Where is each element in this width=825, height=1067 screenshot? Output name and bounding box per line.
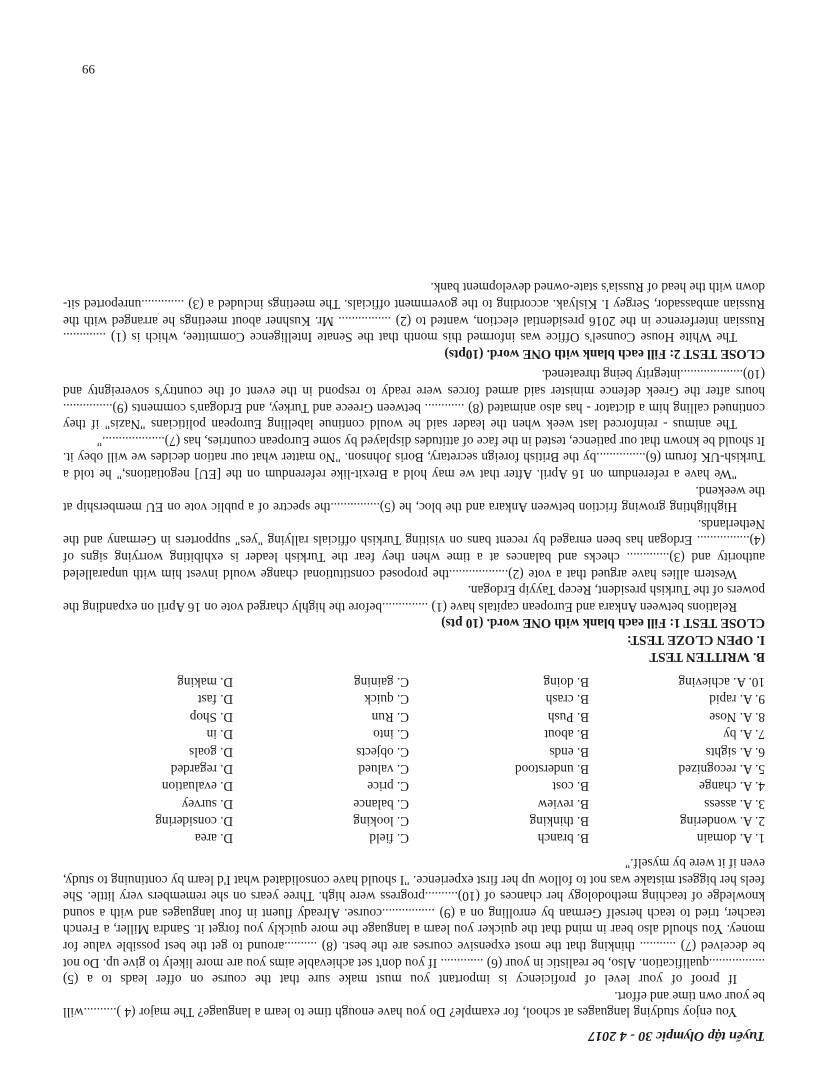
section-heading-written-test: B. WRITTEN TEST <box>649 649 765 665</box>
option-c: C. field <box>369 831 409 847</box>
option-c: C. objects <box>356 744 409 760</box>
passage-paragraph: You enjoy studying languages at school, for example? Do you have enough time to learn a language? The major (4 )..........will be your own time and effort. <box>63 988 765 1021</box>
option-d: D. regarded <box>170 761 233 777</box>
option-a: 3. A. assess <box>704 796 765 812</box>
close1-paragraph: Western allies have argued that a vote (2)..................the proposed constitutional change would invest him with unparalleled authority and (3)............. checks and balances at a time when they fear the Turkish leader is exhibiting worrying signs of (4)................ Erdogan has been enraged by recent bans on visiting Turkish officials rallying "yes" supporters in Germany and the Netherlands. <box>63 516 765 582</box>
option-row <box>63 829 765 846</box>
passage-paragraph: If proof of your level of proficiency is important you must make sure that the course on offer leads to a (5) .................qualification. Also, be realistic in your (6) ............. If you don't set achievable aims you are more likely to give up. Do not be deceived (7) ........... thinking that the most expensive courses are the best. (8) ..........around to get the best possible value for money. You should also bear in mind that the quicker you learn a language the more quickly you forget it. Sandra Miller, a French teacher, tried to teach herself German by enrolling on a (9) ................course. Already fluent in four languages and with a sound knowledge of teaching methodology her chances of (10)..........progress were high. Three years on she remembers very little. She feels her biggest mistake was not to follow up her first experience. "I should have consolidated what I'd learn by continuing to study, even if it were by myself." <box>63 856 765 988</box>
option-d: D. Shop <box>189 709 233 725</box>
option-b: B. branch <box>537 831 589 847</box>
document-title: Tuyển tập Olympic 30 - 4 2017 <box>588 1028 765 1043</box>
close1-paragraph: "We have a referendum on 16 April. After that we may hold a Brexit-like referendum on the [EU] negotiations," he told a Turkish-UK forum (6)...............by the British foreign secretary, Boris Johnson. "No matter what our nation decides we will obey it. It should be known that our patience, tested in the face of attitudes displayed by some European countries, has (7)..................." <box>63 433 765 483</box>
option-b: B. doing <box>543 674 589 690</box>
section-heading-open-cloze: I. OPEN CLOZE TEST: <box>626 632 765 648</box>
option-b: B. about <box>544 727 589 743</box>
close2-paragraph: The White House Counsel's Office was informed this month that the Senate Intelligence Committee, which is (1) ............. Russian interference in the 2016 presidential election, wanted to (2) ................ Mr. Kushner about meetings he arranged with the Russian ambassador, Sergey I. Kislyak. according to the government officials. The meetings included a (3) .............unreported sit-down with the head of Russia's state-owned development bank. <box>63 280 765 346</box>
option-row <box>63 777 765 794</box>
option-d: D. fast <box>197 692 233 708</box>
close1-paragraph: Relations between Ankara and European capitals have (1) ..............before the highly charged vote on 16 April on expanding the powers of the Turkish president, Recep Tayyip Erdogan. <box>63 583 765 615</box>
option-a: 2. A. wondering <box>680 814 765 830</box>
option-d: D. making <box>177 674 233 690</box>
close-test-1-heading: CLOSE TEST 1: Fill each blank with ONE word. (10 pts) <box>441 616 765 632</box>
answer-options-table <box>63 673 765 847</box>
option-row <box>63 673 765 690</box>
option-b: B. crash <box>545 692 589 708</box>
option-d: D. survey <box>181 796 233 812</box>
option-b: B. understood <box>515 761 589 777</box>
option-a: 9. A. rapid <box>709 692 765 708</box>
close-test-2-heading: CLOSE TEST 2: Fill each blank with ONE word. (10pts) <box>444 346 765 362</box>
option-b: B. cost <box>552 779 589 795</box>
option-row <box>63 742 765 759</box>
option-c: C. valued <box>358 761 409 777</box>
close1-paragraph: The animus - reinforced last week when the leader said he would continue labelling European politicians "Nazis" if they continued calling him a dictator - has also animated (8) ............ between Greece and Turkey, and Erdogan's comments (9)............... hours after the Greek defence minister said armed forces were ready to respond in the event of the country's sovereignty and (10)...................integrity being threatened. <box>63 367 765 433</box>
option-c: C. into <box>373 727 409 743</box>
option-a: 8. A. Nose <box>709 709 765 725</box>
page-number: 99 <box>82 62 95 77</box>
option-b: B. review <box>537 796 589 812</box>
option-row <box>63 794 765 811</box>
option-d: D. goals <box>189 744 233 760</box>
option-c: C. quick <box>364 692 409 708</box>
option-d: D. area <box>194 831 233 847</box>
close1-paragraph: Highlighting growing friction between Ankara and the bloc, he (5)...............the spectre of a public vote on EU membership at the weekend. <box>63 483 765 516</box>
option-d: D. considering <box>155 814 233 830</box>
page-content <box>63 279 765 1043</box>
option-a: 10. A. achieving <box>678 674 765 690</box>
option-a: 6. A. sights <box>705 744 765 760</box>
option-row <box>63 707 765 724</box>
option-a: 1. A. domain <box>696 831 765 847</box>
option-c: C. balance <box>353 796 409 812</box>
option-d: D. evaluation <box>161 779 233 795</box>
option-b: B. Push <box>547 709 589 725</box>
option-c: C. price <box>367 779 409 795</box>
option-b: B. thinking <box>529 814 589 830</box>
option-a: 5. A. recognized <box>678 761 765 777</box>
option-row <box>63 760 765 777</box>
option-c: C. gaining <box>354 674 409 690</box>
option-a: 7. A. by <box>723 727 765 743</box>
option-c: C. looking <box>353 814 409 830</box>
option-b: B. ends <box>549 744 589 760</box>
option-row <box>63 690 765 707</box>
option-a: 4. A. change <box>699 779 765 795</box>
option-row <box>63 812 765 829</box>
option-d: D. in <box>206 727 233 743</box>
option-row <box>63 725 765 742</box>
option-c: C. Run <box>371 709 409 725</box>
